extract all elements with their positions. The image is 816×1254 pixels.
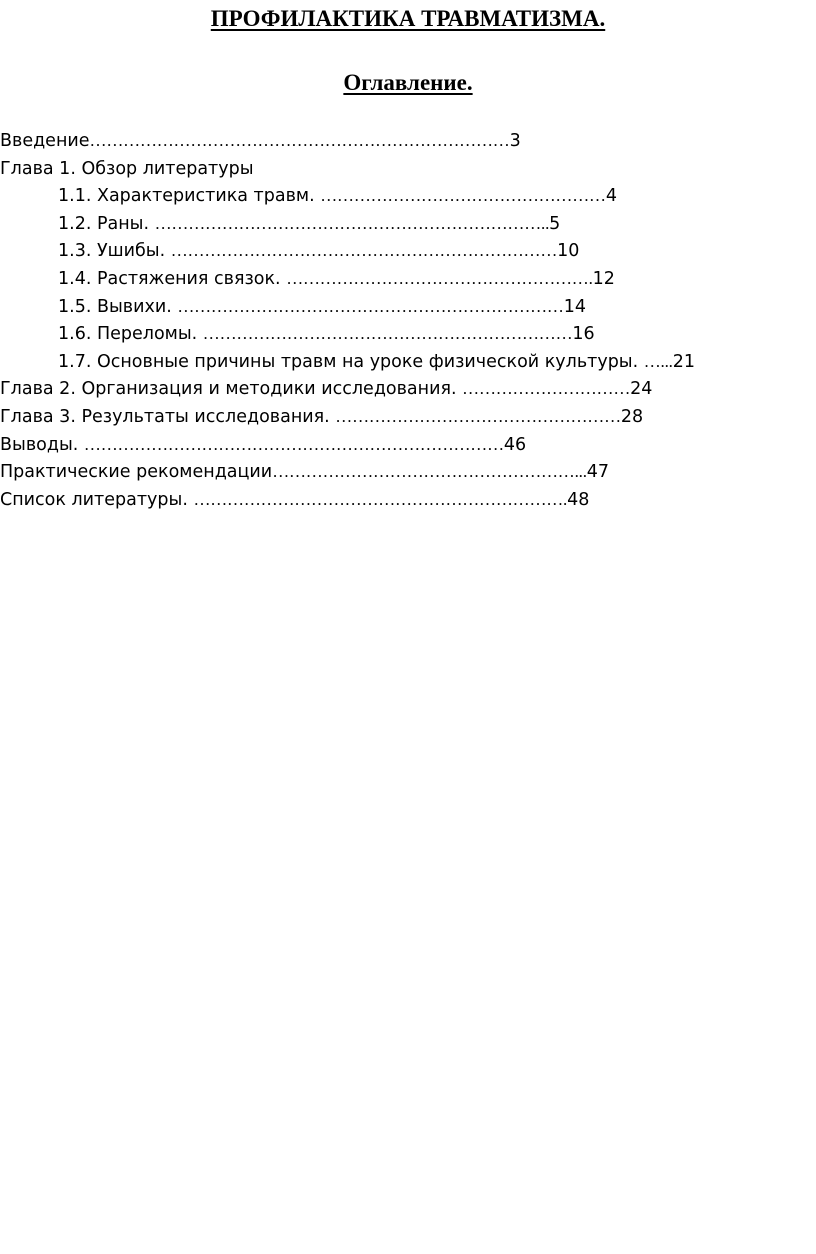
toc-entry-page: 28 xyxy=(620,406,644,427)
table-of-contents xyxy=(0,127,816,513)
toc-entry-page: 5 xyxy=(549,213,561,234)
toc-entry-leader: ………………………………………………………… xyxy=(202,324,573,344)
toc-entry-chapter-3 xyxy=(0,403,816,431)
toc-entry-page: 10 xyxy=(557,241,580,262)
toc-entry-page: 24 xyxy=(630,379,653,400)
toc-heading: Оглавление. xyxy=(343,70,473,95)
toc-entry-leader: …………………………………………………………. xyxy=(193,489,568,509)
toc-entry-title: 1.2. Раны. xyxy=(58,213,155,234)
toc-entry-chapter-1 xyxy=(0,155,816,183)
toc-entry-introduction xyxy=(0,127,816,155)
toc-entry-page: 16 xyxy=(572,324,595,345)
toc-entry-title: 1.6. Переломы. xyxy=(58,324,203,345)
toc-entry-page: 12 xyxy=(592,268,615,289)
toc-entry-title: Глава 2. Организация и методики исследования. xyxy=(0,379,463,400)
toc-entry-page: 21 xyxy=(672,351,695,372)
toc-entry-title: Выводы. xyxy=(0,434,84,455)
toc-entry-leader: ………………………………………………………………… xyxy=(89,131,510,150)
toc-entry-title: 1.7. Основные причины травм на уроке физической культуры. xyxy=(58,351,644,372)
toc-entry-leader: ………………………………………………. xyxy=(286,268,593,288)
toc-entry-references xyxy=(0,486,816,514)
toc-entry-leader: …………………………………………… xyxy=(335,406,621,426)
toc-entry-title: 1.3. Ушибы. xyxy=(58,241,171,262)
toc-entry-title: 1.4. Растяжения связок. xyxy=(58,268,287,289)
toc-entry-leader: ………………………………………………... xyxy=(272,462,587,482)
toc-entry-conclusions xyxy=(0,431,816,459)
toc-entry-section-1-7 xyxy=(0,348,816,376)
toc-entry-title: Глава 3. Результаты исследования. xyxy=(0,406,336,427)
toc-entry-leader: …... xyxy=(643,351,673,371)
toc-entry-page: 3 xyxy=(509,131,521,151)
toc-entry-leader: …………………………………………………………….. xyxy=(154,213,550,233)
toc-entry-page: 46 xyxy=(503,434,527,455)
toc-entry-page: 4 xyxy=(605,186,617,207)
toc-entry-title: Введение xyxy=(0,131,90,151)
toc-entry-section-1-6 xyxy=(0,320,816,348)
toc-entry-page: 48 xyxy=(567,489,590,510)
toc-entry-title: Список литературы. xyxy=(0,489,194,510)
toc-entry-section-1-4 xyxy=(0,265,816,293)
document-title: ПРОФИЛАКТИКА ТРАВМАТИЗМА. xyxy=(210,6,606,31)
toc-entry-title: 1.5. Вывихи. xyxy=(58,296,178,317)
toc-entry-page: 47 xyxy=(586,462,610,483)
toc-entry-title: Практические рекомендации xyxy=(0,462,273,483)
toc-entry-leader: …………………………………………… xyxy=(320,186,606,206)
toc-entry-section-1-5 xyxy=(0,293,816,321)
toc-entry-section-1-2 xyxy=(0,210,816,238)
toc-entry-leader: …………………………………………………………… xyxy=(177,296,564,316)
toc-entry-section-1-3 xyxy=(0,237,816,265)
toc-entry-page: 14 xyxy=(563,296,587,317)
toc-entry-leader: ………………………………………………………………… xyxy=(83,434,504,454)
toc-entry-leader: …………………………………………………………… xyxy=(170,241,558,261)
toc-entry-leader: ………………………… xyxy=(462,379,631,399)
toc-entry-title: Глава 1. Обзор литературы xyxy=(0,158,254,179)
toc-entry-recommendations xyxy=(0,458,816,486)
toc-entry-chapter-2 xyxy=(0,375,816,403)
toc-entry-section-1-1 xyxy=(0,182,816,210)
toc-entry-title: 1.1. Характеристика травм. xyxy=(58,186,321,207)
